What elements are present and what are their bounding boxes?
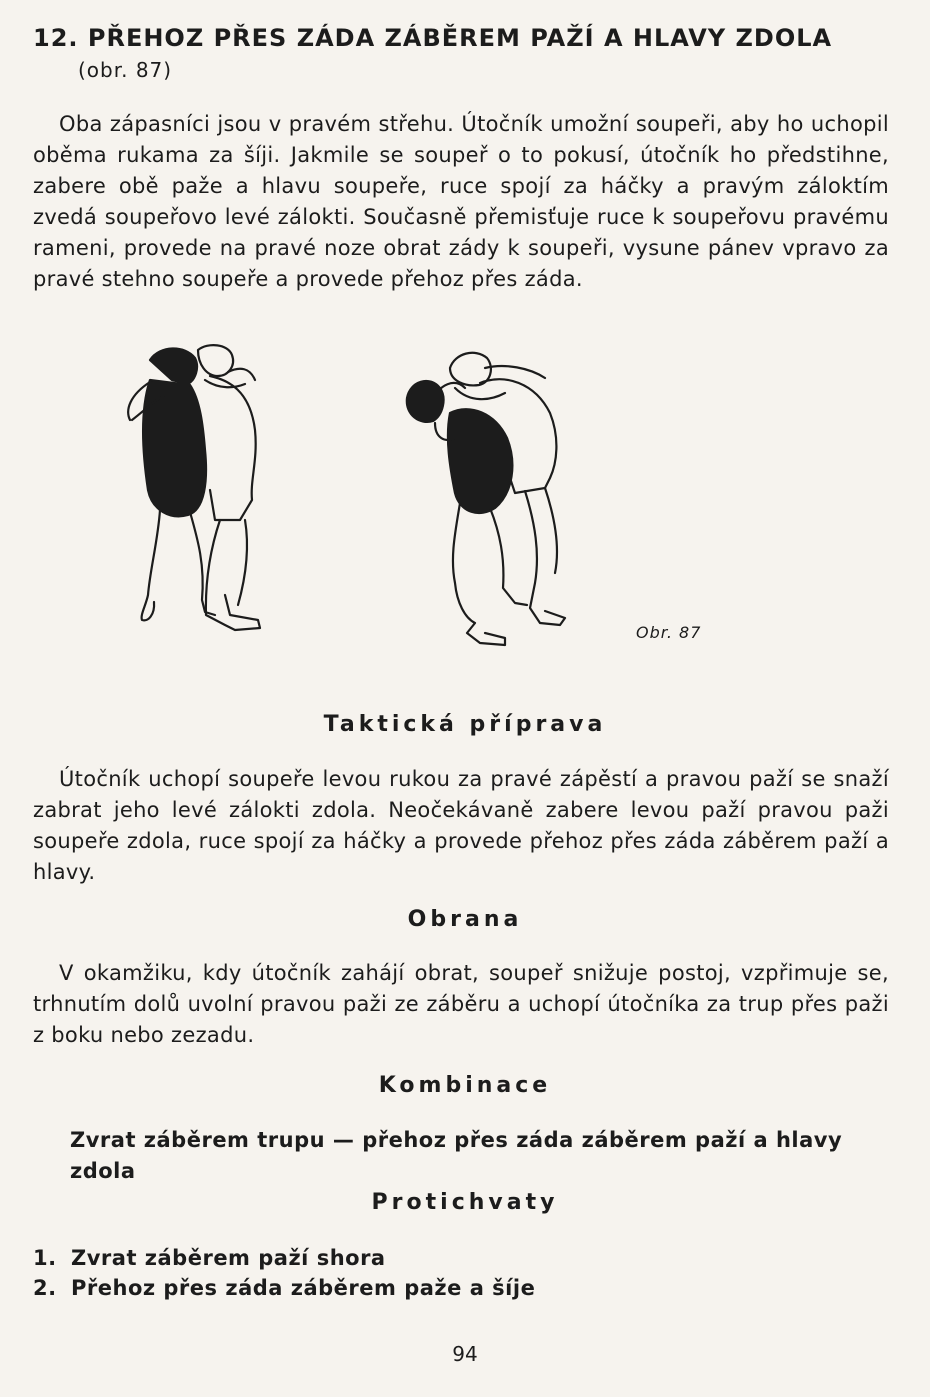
- figure-caption: Obr. 87: [636, 623, 702, 642]
- defense-text: V okamžiku, kdy útočník zahájí obrat, soupeř snižuje postoj, vzpřimuje se, trhnutím dolů uvolní pravou paži ze záběru a uchopí útočníka za trup přes paži z boku nebo zezadu.: [33, 961, 889, 1047]
- section-title-defense: Obrana: [407, 907, 523, 932]
- page-number: 94: [452, 1342, 478, 1366]
- wrestlers-figure-right: [395, 343, 595, 663]
- chapter-heading: 12. PŘEHOZ PŘES ZÁDA ZÁBĚREM PAŽÍ A HLAVY ZDOLA: [33, 24, 833, 52]
- figure-reference: (obr. 87): [78, 58, 173, 82]
- intro-text: Oba zápasníci jsou v pravém střehu. Útočník umožní soupeři, aby ho uchopil oběma rukama za šíji. Jakmile se soupeř o to pokusí, útočník ho předstihne, zabere obě paže a hlavu soupeře, ruce spojí za háčky a pravým záloktím zvedá soupeřovo levé zálokti. Současně přemisťuje ruce k soupeřovu pravému rameni, provede na pravé noze obrat zády k soupeři, vysune pánev vpravo za pravé stehno soupeře a provede přehoz přes záda.: [33, 112, 889, 291]
- wrestlers-figure-left: [110, 340, 280, 645]
- defense-paragraph: [33, 958, 889, 1051]
- section-title-combination: Kombinace: [378, 1073, 552, 1098]
- tactics-paragraph: [33, 764, 889, 888]
- counters-list: [33, 1243, 535, 1303]
- combination-text: Zvrat záběrem trupu — přehoz přes záda záběrem paží a hlavy zdola: [70, 1128, 843, 1183]
- intro-paragraph: [33, 109, 889, 295]
- tactics-text: Útočník uchopí soupeře levou rukou za pravé zápěstí a pravou paží se snaží zabrat jeho levé zálokti zdola. Neočekávaně zabere levou paží pravou paži soupeře zdola, ruce spojí za háčky a provede přehoz přes záda záběrem paží a hlavy.: [33, 767, 889, 884]
- section-title-counters: Protichvaty: [371, 1190, 559, 1215]
- section-title-tactics: Taktická příprava: [323, 712, 607, 737]
- list-item: 1. Zvrat záběrem paží shora: [33, 1246, 386, 1270]
- list-item: 2. Přehoz přes záda záběrem paže a šíje: [33, 1276, 536, 1300]
